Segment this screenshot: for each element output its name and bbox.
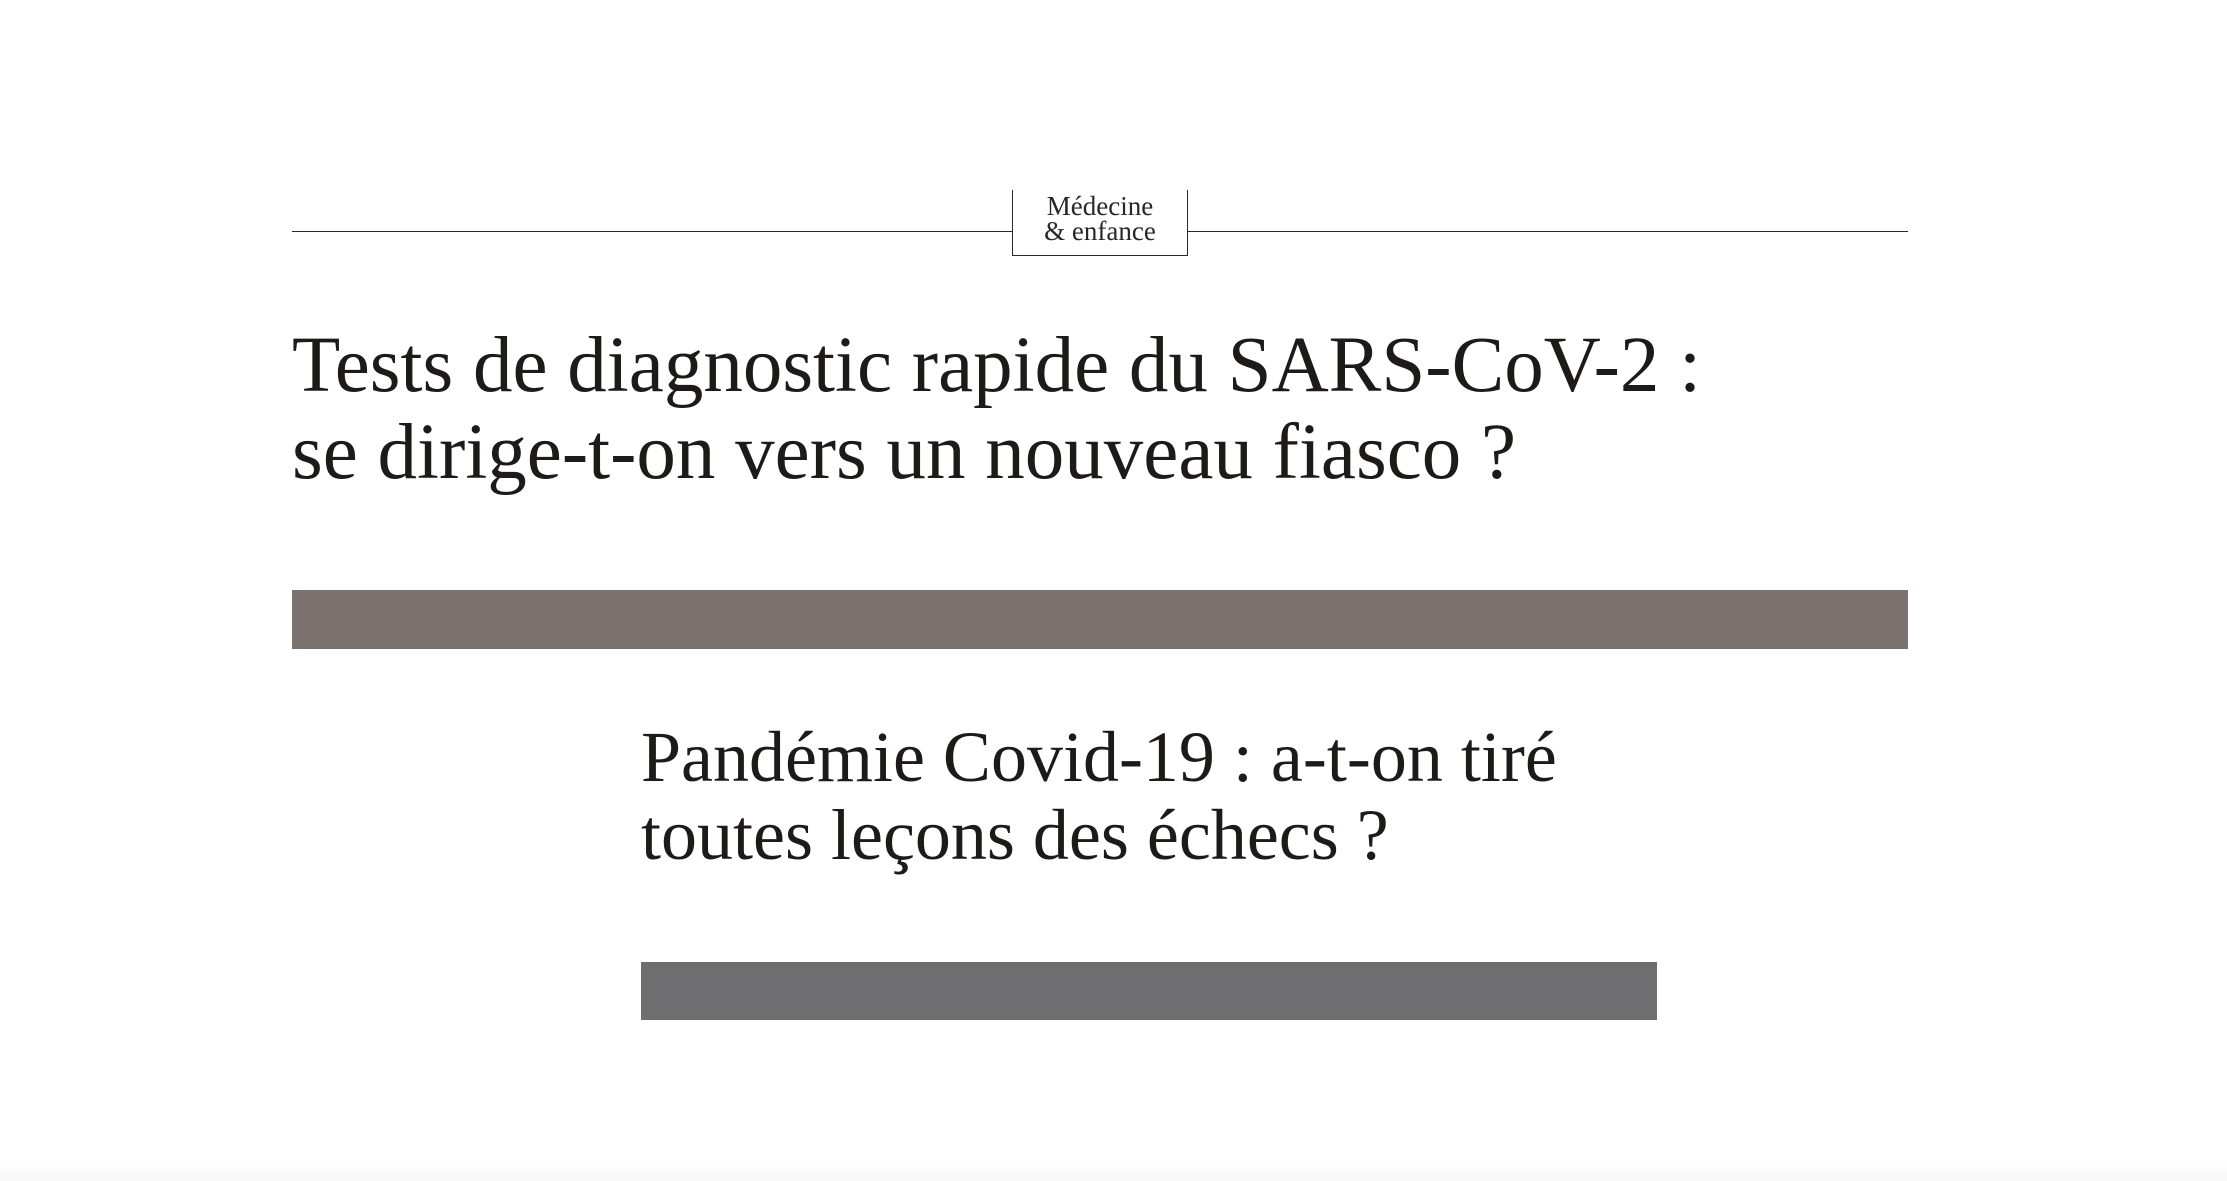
masthead-rule-right	[1188, 231, 1908, 232]
page-bottom-shade	[0, 1164, 2227, 1181]
article-title-2-line-1: Pandémie Covid-19 : a-t-on tiré	[641, 717, 1557, 797]
article-title-1-line-1: Tests de diagnostic rapide du SARS-CoV-2 :	[292, 322, 1702, 409]
article-title-2-line-2: toutes leçons des échecs ?	[641, 795, 1389, 875]
article-title-1	[292, 322, 1701, 496]
article-title-2	[641, 718, 1557, 874]
masthead-rule-left	[292, 231, 1013, 232]
masthead-line-2: & enfance	[1044, 216, 1156, 246]
masthead-logo	[1012, 190, 1188, 256]
article-2-bar	[641, 962, 1657, 1020]
article-1-bar	[292, 590, 1908, 649]
article-title-1-line-2: se dirige-t-on vers un nouveau fiasco ?	[292, 409, 1517, 496]
masthead-line-1: Médecine	[1046, 191, 1154, 221]
